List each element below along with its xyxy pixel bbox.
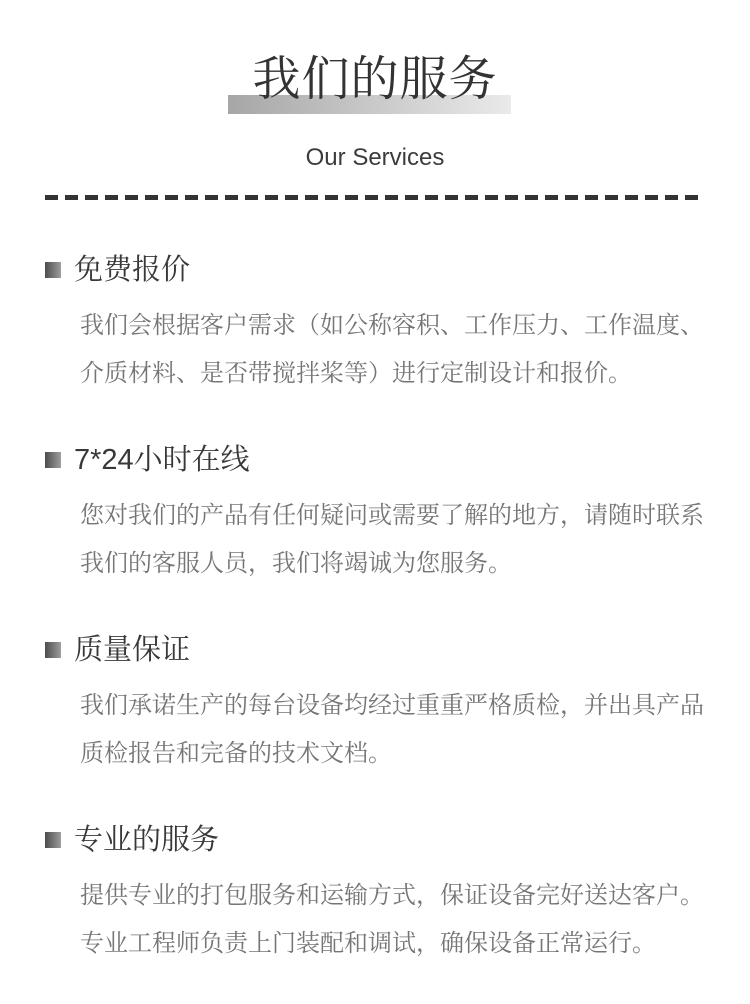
square-bullet-icon	[45, 832, 61, 848]
service-list	[45, 252, 705, 968]
service-description-line: 专业工程师负责上门装配和调试，确保设备正常运行。	[80, 930, 656, 957]
service-title: 质量保证	[74, 634, 191, 666]
service-item-free-quote	[45, 252, 705, 398]
service-title: 免费报价	[74, 254, 191, 286]
square-bullet-icon	[45, 262, 61, 278]
dashed-divider	[45, 195, 705, 200]
service-description-line: 我们的客服人员，我们将竭诚为您服务。	[80, 550, 512, 577]
section-title-wrap	[252, 50, 497, 121]
service-description	[80, 302, 705, 398]
service-description-line: 介质材料、是否带搅拌桨等）进行定制设计和报价。	[80, 360, 632, 387]
service-item-header	[45, 252, 705, 288]
service-item-header	[45, 632, 705, 668]
service-item-professional-service	[45, 822, 705, 968]
service-item-quality-guarantee	[45, 632, 705, 778]
service-item-online-support	[45, 442, 705, 588]
service-item-header	[45, 442, 705, 478]
section-subtitle: Our Services	[305, 144, 445, 171]
section-title: 我们的服务	[252, 53, 498, 106]
service-description-line: 我们承诺生产的每台设备均经过重重严格质检，并出具产品	[80, 692, 704, 719]
service-description-line: 质检报告和完备的技术文档。	[80, 740, 392, 767]
section-header	[45, 0, 705, 172]
service-description	[80, 872, 705, 968]
square-bullet-icon	[45, 452, 61, 468]
service-description-line: 提供专业的打包服务和运输方式，保证设备完好送达客户。	[80, 882, 704, 909]
service-description	[80, 682, 705, 778]
service-description	[80, 492, 705, 588]
square-bullet-icon	[45, 642, 61, 658]
service-title: 7*24小时在线	[74, 444, 250, 476]
service-description-line: 您对我们的产品有任何疑问或需要了解的地方，请随时联系	[80, 502, 704, 529]
service-item-header	[45, 822, 705, 858]
service-description-line: 我们会根据客户需求（如公称容积、工作压力、工作温度、	[80, 312, 704, 339]
service-title: 专业的服务	[74, 824, 220, 856]
